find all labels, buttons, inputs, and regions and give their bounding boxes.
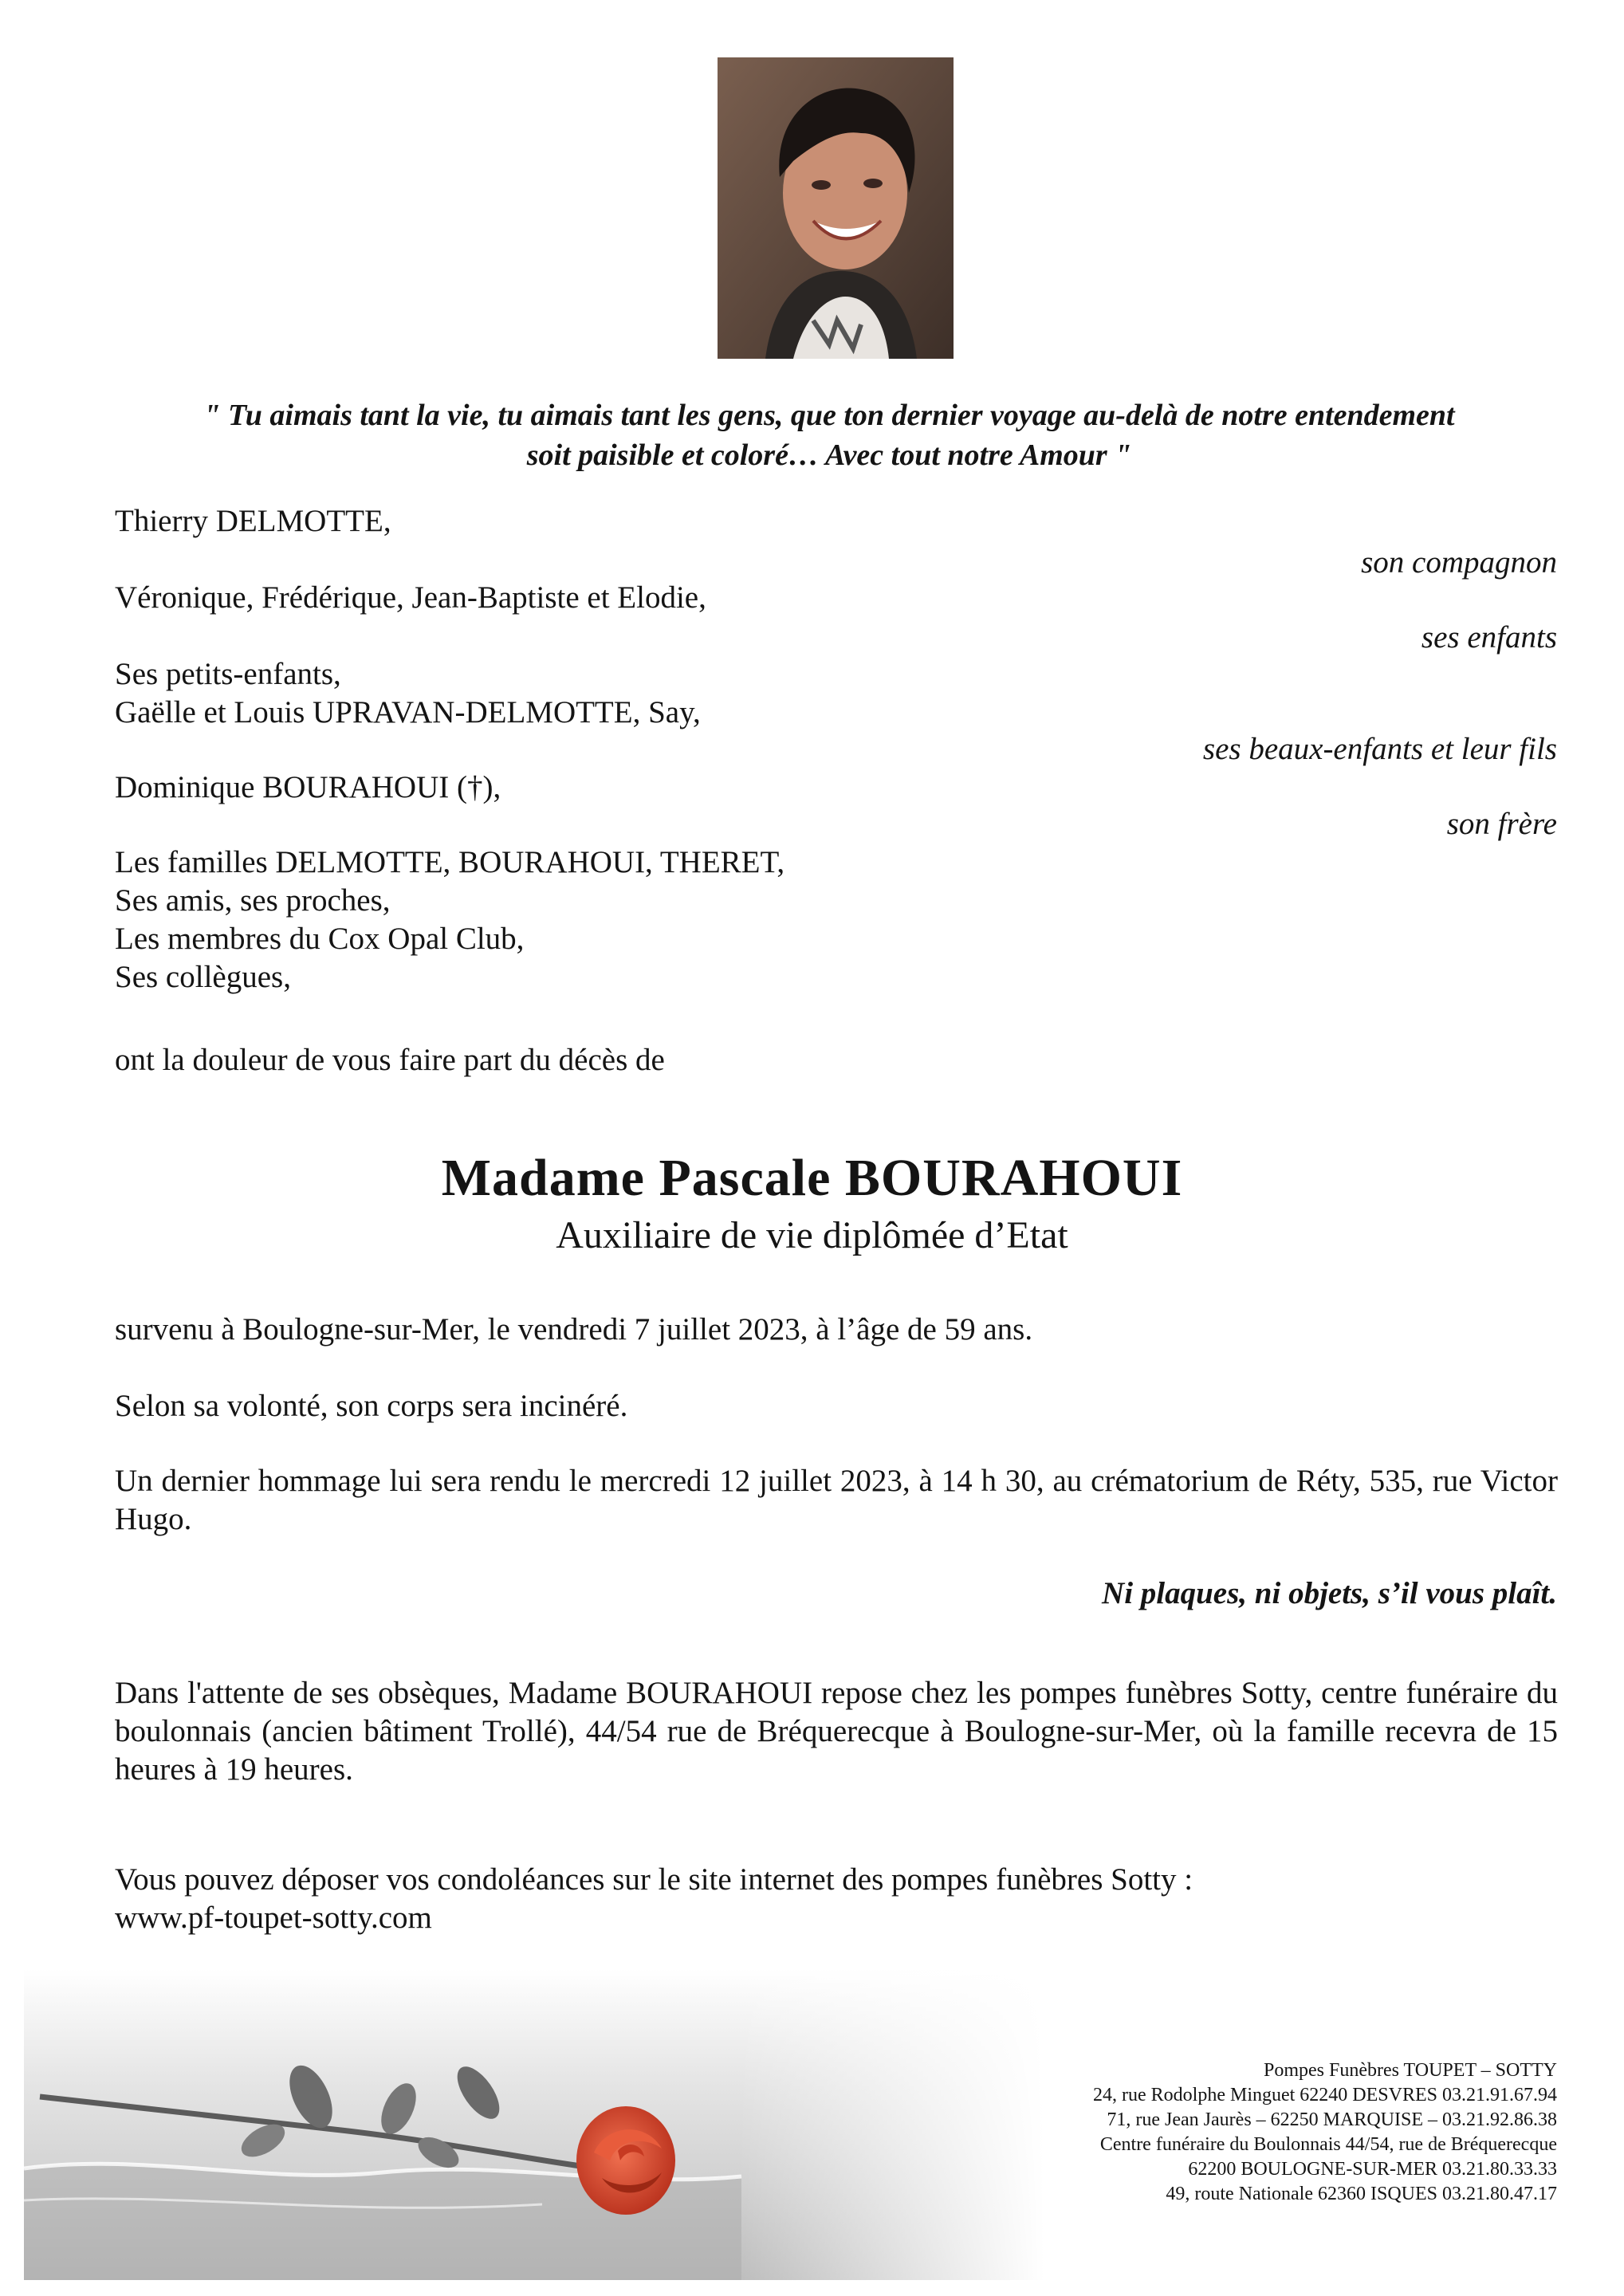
quote-line-1: " Tu aimais tant la vie, tu aimais tant les gens, que ton dernier voyage au-delà de notre entendement — [203, 399, 1455, 432]
family-children-names: Véronique, Frédérique, Jean-Baptiste et Elodie, — [115, 580, 706, 615]
family-grandchildren: Ses petits-enfants, — [115, 657, 341, 691]
deceased-title: Auxiliaire de vie diplômée d’Etat — [556, 1214, 1068, 1256]
family-children-relation: ses enfants — [1421, 620, 1557, 655]
rest-details: Dans l'attente de ses obsèques, Madame BOURAHOUI repose chez les pompes funèbres Sotty, centre funéraire du boulonnais (ancien bâtiment Trollé), 44/54 rue de Bréquerecque à Boulogne-sur-Mer, où la famille recevra de 15 heures à 19 heures. — [115, 1676, 1558, 1787]
portrait-photo — [718, 57, 954, 359]
family-friends: Ses amis, ses proches, — [115, 883, 391, 918]
funeral-home-line-4: 62200 BOULOGNE-SUR-MER 03.21.80.33.33 — [1188, 2159, 1557, 2180]
family-stepchildren-names: Gaëlle et Louis UPRAVAN-DELMOTTE, Say, — [115, 695, 701, 729]
family-companion-relation: son compagnon — [1361, 545, 1557, 580]
funeral-home-contact — [1093, 2058, 1557, 2207]
rose-on-beach-illustration — [24, 1969, 1044, 2280]
quote-line-2: soit paisible et coloré… Avec tout notre Amour " — [526, 438, 1132, 472]
website-link[interactable]: www.pf-toupet-sotty.com — [115, 1901, 432, 1935]
family-colleagues: Ses collègues, — [115, 960, 291, 994]
no-flowers-notice: Ni plaques, ni objets, s’il vous plaît. — [1102, 1576, 1557, 1610]
condolences-text: Vous pouvez déposer vos condoléances sur le site internet des pompes funèbres Sotty : — [115, 1862, 1193, 1897]
funeral-home-name: Pompes Funèbres TOUPET – SOTTY — [1263, 2060, 1557, 2081]
funeral-home-line-3: Centre funéraire du Boulonnais 44/54, rue de Bréquerecque — [1099, 2134, 1557, 2155]
cremation-wish: Selon sa volonté, son corps sera incinéré. — [115, 1389, 628, 1423]
funeral-home-line-1: 24, rue Rodolphe Minguet 62240 DESVRES 03.21.91.67.94 — [1093, 2085, 1557, 2105]
family-brother-relation: son frère — [1446, 807, 1557, 841]
death-details: survenu à Boulogne-sur-Mer, le vendredi 7 juillet 2023, à l’âge de 59 ans. — [115, 1312, 1033, 1347]
family-companion-name: Thierry DELMOTTE, — [115, 504, 391, 538]
funeral-home-line-5: 49, route Nationale 62360 ISQUES 03.21.80.47.17 — [1166, 2184, 1557, 2204]
family-brother-name: Dominique BOURAHOUI (†), — [115, 770, 501, 804]
epitaph-quote — [136, 395, 1523, 475]
funeral-home-line-2: 71, rue Jean Jaurès – 62250 MARQUISE – 03.21.92.86.38 — [1107, 2109, 1557, 2130]
family-families: Les familles DELMOTTE, BOURAHOUI, THERET, — [115, 845, 785, 879]
family-club: Les membres du Cox Opal Club, — [115, 922, 525, 956]
announcement-text: ont la douleur de vous faire part du décès de — [115, 1043, 665, 1077]
tribute-details: Un dernier hommage lui sera rendu le mercredi 12 juillet 2023, à 14 h 30, au crématorium de Réty, 535, rue Victor Hugo. — [115, 1464, 1558, 1536]
family-stepchildren-relation: ses beaux-enfants et leur fils — [1202, 732, 1557, 766]
deceased-name: Madame Pascale BOURAHOUI — [441, 1149, 1183, 1207]
